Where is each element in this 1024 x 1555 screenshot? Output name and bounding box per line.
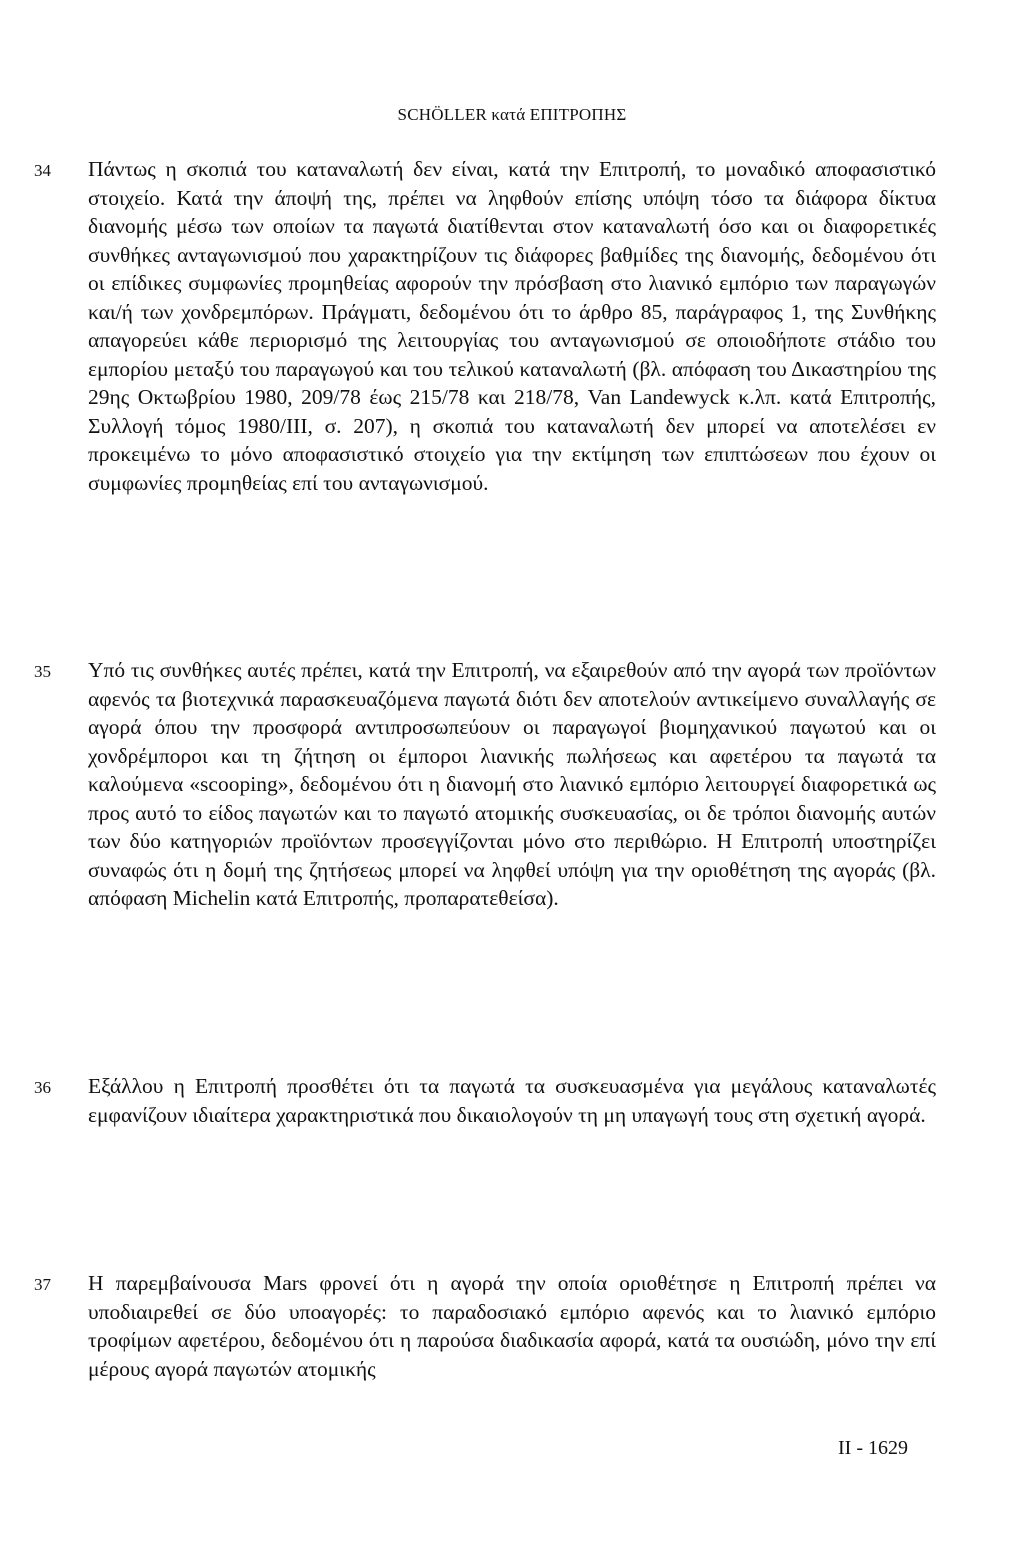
paragraph-number: 37 <box>34 1275 51 1294</box>
paragraph-text: Πάντως η σκοπιά του καταναλωτή δεν είναι, κατά την Επιτροπή, το μοναδικό αποφασιστικό στοιχείο. Κατά την άποψή της, πρέπει να ληφθούν επίσης υπόψη τόσο τα διάφορα δίκτυα διανομής μέσω των οποίων τα παγωτά διατίθενται στον καταναλωτή όσο και οι διαφορετικές συνθήκες ανταγωνισμού που χαρακτηρίζουν τις διάφορες βαθμίδες της διανομής, δεδομένου ότι οι επίδικες συμφωνίες προμηθείας αφορούν την πρόσβαση στο λιανικό εμπόριο των παραγωγών και/ή των χονδρεμπόρων. Πράγματι, δεδομένου ότι το άρθρο 85, παράγραφος 1, της Συνθήκης απαγορεύει κάθε περιορισμό της λειτουργίας του ανταγωνισμού σε οποιοδήποτε στάδιο του εμπορίου μεταξύ του παραγωγού και του τελικού καταναλωτή (βλ. απόφαση του Δικαστηρίου της 29ης Οκτωβρίου 1980, 209/78 έως 215/78 και 218/78, Van Landewyck κ.λπ. κατά Επιτροπής, Συλλογή τόμος 1980/III, σ. 207), η σκοπιά του καταναλωτή δεν μπορεί να αποτελέσει εν προκειμένω το μόνο αποφασιστικό στοιχείο για την εκτίμηση των επιπτώσεων που έχουν οι συμφωνίες προμηθείας επί του ανταγωνισμού. <box>88 157 936 495</box>
page-number: II - 1629 <box>838 1437 908 1459</box>
paragraph-number: 36 <box>34 1078 51 1097</box>
running-header: SCHÖLLER κατά ΕΠΙΤΡΟΠΗΣ <box>397 105 627 124</box>
paragraph-text: Εξάλλου η Επιτροπή προσθέτει ότι τα παγωτά τα συσκευασμένα για μεγάλους καταναλωτές εμφανίζουν ιδιαίτερα χαρακτηριστικά που δικαιολογούν τη μη υπαγωγή τους στη σχετική αγορά. <box>88 1074 936 1127</box>
paragraph-text: Υπό τις συνθήκες αυτές πρέπει, κατά την Επιτροπή, να εξαιρεθούν από την αγορά των προϊόντων αφενός τα βιοτεχνικά παρασκευαζόμενα παγωτά διότι δεν αποτελούν αντικείμενο συναλλαγής σε αγορά όπου την προσφορά αντιπροσωπεύουν οι παραγωγοί βιομηχανικού παγωτού και οι χονδρέμποροι και τη ζήτηση οι έμποροι λιανικής πωλήσεως και αφετέρου τα παγωτά τα καλούμενα «scooping», δεδομένου ότι η διανομή στο λιανικό εμπόριο λειτουργεί διαφορετικά ως προς αυτό το είδος παγωτών και το παγωτό ατομικής συσκευασίας, οι δε τρόποι διανομής αυτών των δύο κατηγοριών προϊόντων προσεγγίζονται μόνο στο περιθώριο. Η Επιτροπή υποστηρίζει συναφώς ότι η δομή της ζητήσεως μπορεί να ληφθεί υπόψη για την οριοθέτηση της αγοράς (βλ. απόφαση Michelin κατά Επιτροπής, προπαρατεθείσα). <box>88 658 936 910</box>
paragraph-number: 34 <box>34 161 51 180</box>
paragraph-text: Η παρεμβαίνουσα Mars φρονεί ότι η αγορά την οποία οριοθέτησε η Επιτροπή πρέπει να υποδιαιρεθεί σε δύο υποαγορές: το παραδοσιακό εμπόριο αφενός και το λιανικό εμπόριο τροφίμων αφετέρου, δεδομένου ότι η παρούσα διαδικασία αφορά, κατά τα ουσιώδη, μόνο την επί μέρους αγορά παγωτών ατομικής <box>88 1271 936 1381</box>
paragraph-number: 35 <box>34 662 51 681</box>
